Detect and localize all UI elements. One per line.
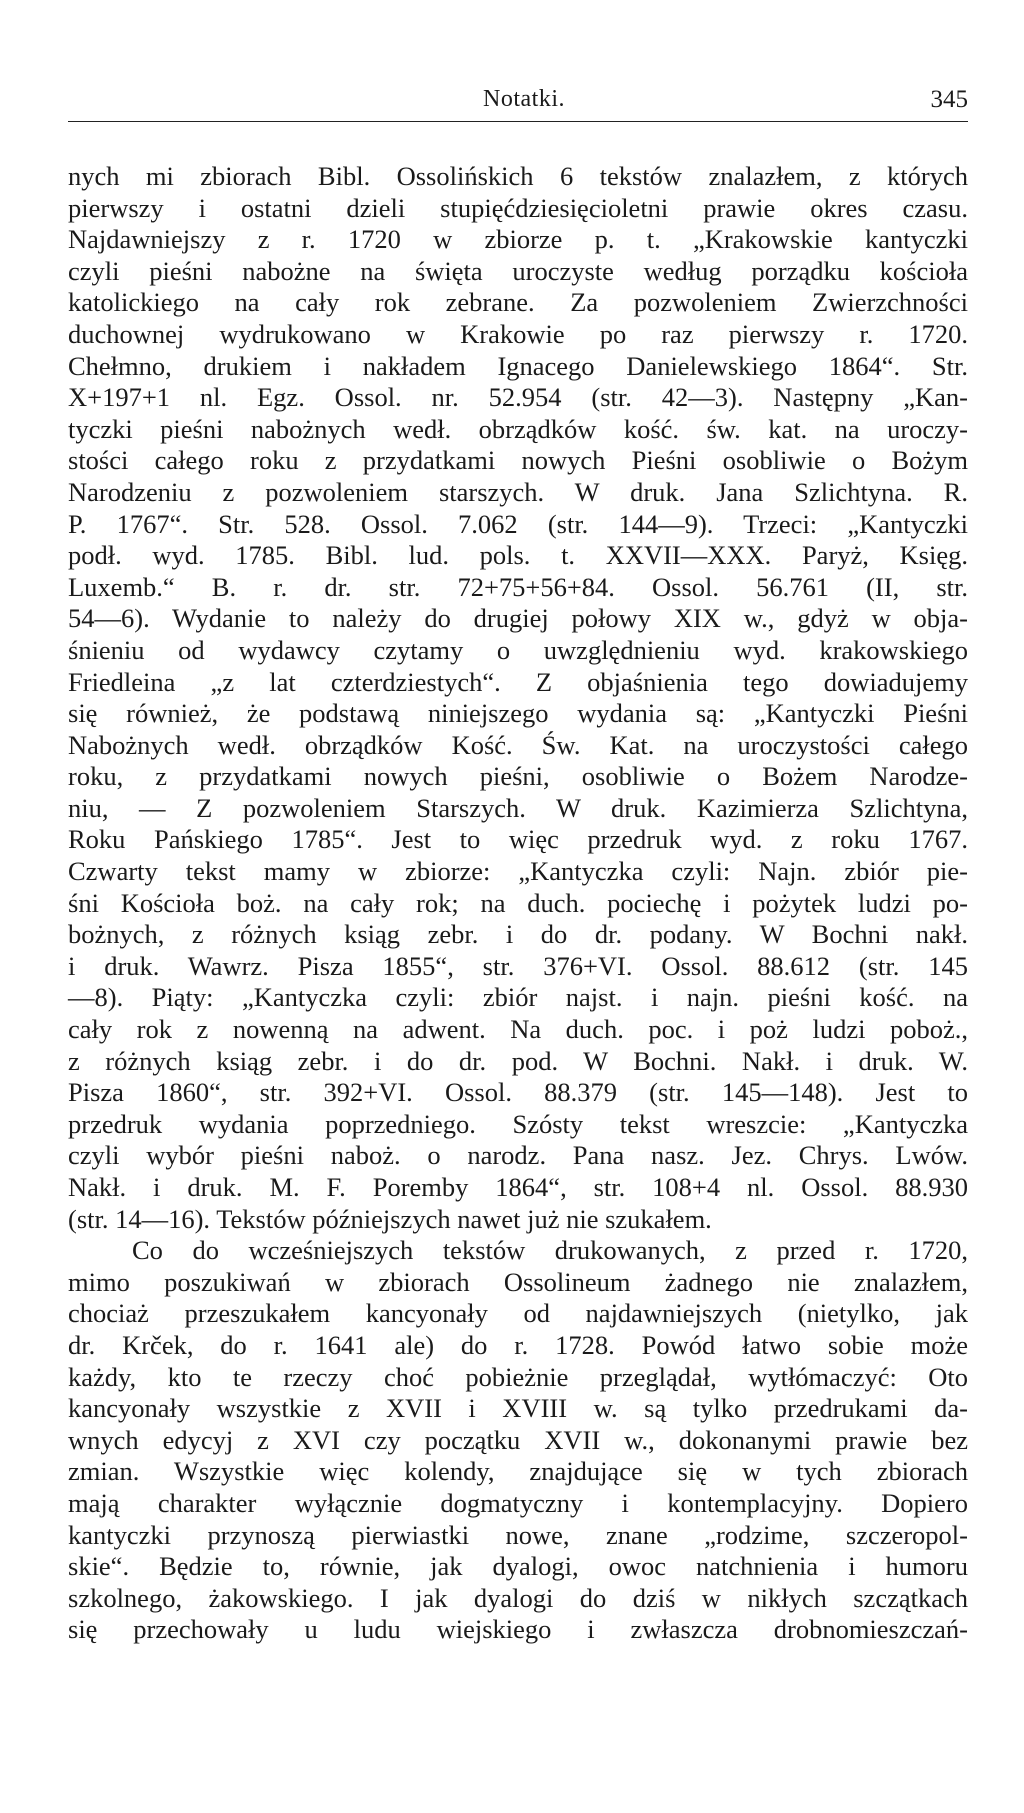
text-line: skie“. Będzie to, równie, jak dyalogi, owoc natchnienia i humoru (68, 1551, 968, 1582)
text-line: tyczki pieśni nabożnych wedł. obrządków kość. św. kat. na uroczy- (68, 413, 968, 444)
text-line: 54—6). Wydanie to należy do drugiej połowy XIX w., gdyż w obja- (68, 603, 968, 634)
text-line: Friedleina „z lat czterdziestych“. Z objaśnienia tego dowiadujemy (68, 666, 968, 697)
text-line: duchownej wydrukowano w Krakowie po raz pierwszy r. 1720. (68, 318, 968, 349)
text-line: P. 1767“. Str. 528. Ossol. 7.062 (str. 144—9). Trzeci: „Kantyczki (68, 508, 968, 539)
text-line: X+197+1 nl. Egz. Ossol. nr. 52.954 (str. 42—3). Następny „Kan- (68, 382, 968, 413)
text-line: bożnych, z różnych ksiąg zebr. i do dr. podany. W Bochni nakł. (68, 919, 968, 950)
text-line: Nabożnych wedł. obrządków Kość. Św. Kat. na uroczystości całego (68, 729, 968, 760)
text-line: przedruk wydania poprzedniego. Szósty tekst wreszcie: „Kantyczka (68, 1108, 968, 1139)
page-number: 345 (930, 86, 968, 113)
text-line: czyli pieśni nabożne na święta uroczyste według porządku kościoła (68, 255, 968, 286)
text-line: Najdawniejszy z r. 1720 w zbiorze p. t. „Krakowskie kantyczki (68, 224, 968, 255)
text-line: roku, z przydatkami nowych pieśni, osobliwie o Bożem Narodze- (68, 761, 968, 792)
text-line: —8). Piąty: „Kantyczka czyli: zbiór najst. i najn. pieśni kość. na (68, 982, 968, 1013)
running-header (68, 86, 968, 118)
text-line: się przechowały u ludu wiejskiego i zwłaszcza drobnomieszczań- (68, 1614, 968, 1645)
text-line: (str. 14—16). Tekstów późniejszych nawet już nie szukałem. (68, 1203, 712, 1234)
paragraph-start-line: Co do wcześniejszych tekstów drukowanych, z przed r. 1720, (132, 1235, 968, 1266)
text-line: kantyczki przynoszą pierwiastki nowe, znane „rodzime, szczeropol- (68, 1519, 968, 1550)
text-line: nych mi zbiorach Bibl. Ossolińskich 6 tekstów znalazłem, z których (68, 161, 968, 191)
text-line: Roku Pańskiego 1785“. Jest to więc przedruk wyd. z roku 1767. (68, 824, 968, 855)
text-line: kancyonały wszystkie z XVII i XVIII w. są tylko przedrukami da- (68, 1393, 968, 1424)
text-line: z różnych ksiąg zebr. i do dr. pod. W Bochni. Nakł. i druk. W. (68, 1045, 968, 1076)
text-line: śnieniu od wydawcy czytamy o uwzględnieniu wyd. krakowskiego (68, 634, 968, 665)
body-text (68, 161, 968, 1646)
text-line: szkolnego, żakowskiego. I jak dyalogi do dziś w nikłych szczątkach (68, 1582, 968, 1613)
text-line: Chełmno, drukiem i nakładem Ignacego Danielewskiego 1864“. Str. (68, 350, 968, 381)
text-line: dr. Krček, do r. 1641 ale) do r. 1728. Powód łatwo sobie może (68, 1329, 968, 1360)
text-line: katolickiego na cały rok zebrane. Za pozwoleniem Zwierzchności (68, 287, 968, 318)
text-line: zmian. Wszystkie więc kolendy, znajdujące się w tych zbiorach (68, 1456, 968, 1487)
text-line: śni Kościoła boż. na cały rok; na duch. pociechę i pożytek ludzi po- (68, 887, 968, 918)
text-line: cały rok z nowenną na adwent. Na duch. poc. i poż ludzi poboż., (68, 1014, 968, 1045)
text-line: niu, — Z pozwoleniem Starszych. W druk. Kazimierza Szlichtyna, (68, 792, 968, 823)
text-line: i druk. Wawrz. Pisza 1855“, str. 376+VI. Ossol. 88.612 (str. 145 (68, 950, 968, 981)
text-line: mają charakter wyłącznie dogmatyczny i kontemplacyjny. Dopiero (68, 1487, 968, 1518)
text-line: każdy, kto te rzeczy choć pobieżnie przeglądał, wytłómaczyć: Oto (68, 1361, 968, 1392)
text-line: chociaż przeszukałem kancyonały od najdawniejszych (nietylko, jak (68, 1298, 968, 1329)
text-line: Luxemb.“ B. r. dr. str. 72+75+56+84. Ossol. 56.761 (II, str. (68, 571, 968, 602)
text-line: Narodzeniu z pozwoleniem starszych. W druk. Jana Szlichtyna. R. (68, 476, 968, 507)
text-line: się również, że podstawą niniejszego wydania są: „Kantyczki Pieśni (68, 698, 968, 729)
text-line: wnych edycyj z XVI czy początku XVII w., dokonanymi prawie bez (68, 1424, 968, 1455)
text-line: pierwszy i ostatni dzieli stupięćdziesięcioletni prawie okres czasu. (68, 192, 968, 223)
text-line: podł. wyd. 1785. Bibl. lud. pols. t. XXVII—XXX. Paryż, Księg. (68, 540, 968, 571)
text-line: mimo poszukiwań w zbiorach Ossolineum żadnego nie znalazłem, (68, 1266, 968, 1297)
text-line: czyli wybór pieśni naboż. o narodz. Pana nasz. Jez. Chrys. Lwów. (68, 1140, 968, 1171)
text-line: Pisza 1860“, str. 392+VI. Ossol. 88.379 (str. 145—148). Jest to (68, 1077, 968, 1108)
text-line: stości całego roku z przydatkami nowych Pieśni osobliwie o Bożym (68, 445, 968, 476)
header-rule (68, 121, 968, 122)
header-title: Notatki. (483, 86, 565, 112)
text-line: Nakł. i druk. M. F. Poremby 1864“, str. 108+4 nl. Ossol. 88.930 (68, 1172, 968, 1202)
text-line: Czwarty tekst mamy w zbiorze: „Kantyczka czyli: Najn. zbiór pie- (68, 856, 968, 887)
